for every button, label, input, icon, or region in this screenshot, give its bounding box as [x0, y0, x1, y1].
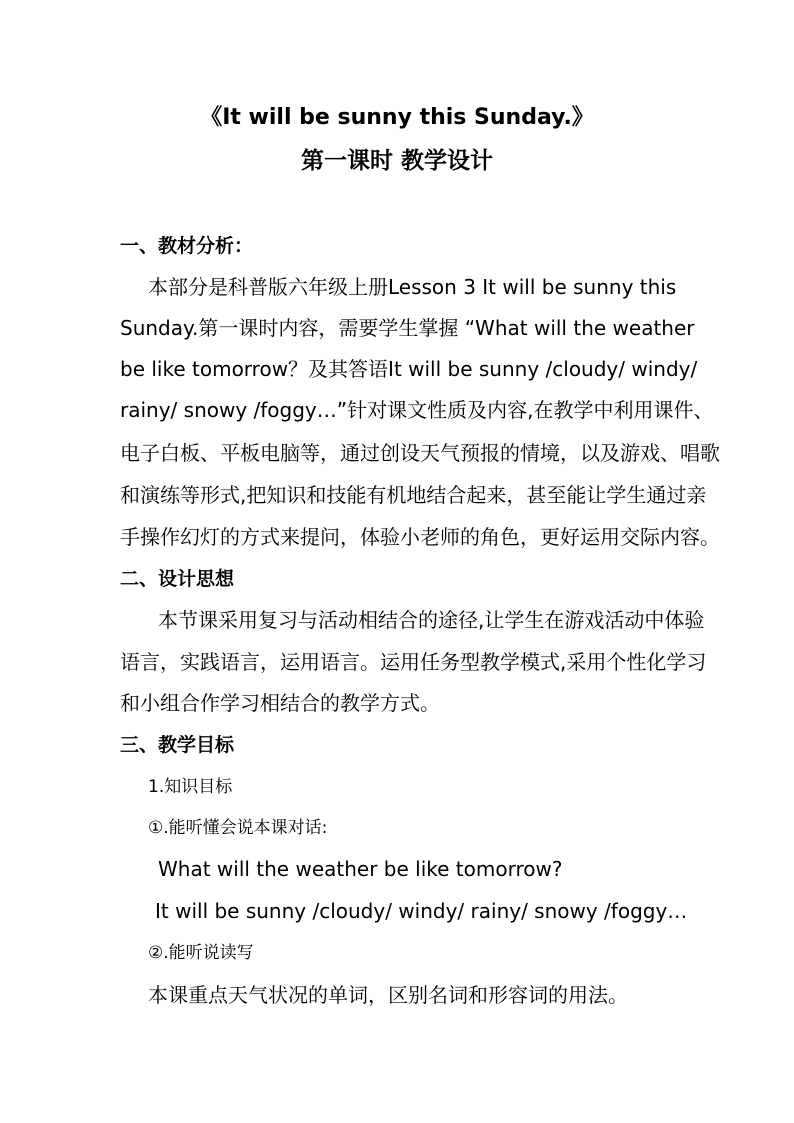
analysis-line-4: rainy/ snowy /foggy…”针对课文性质及内容,在教学中利用课件、 — [120, 398, 714, 422]
section-heading-design: 二、设计思想 — [120, 568, 235, 590]
design-line-3: 和小组合作学习相结合的教学方式。 — [120, 691, 440, 715]
analysis-line-6: 和演练等形式,把知识和技能有机地结合起来，甚至能让学生通过亲 — [120, 483, 707, 507]
objective-vocabulary: 本课重点天气状况的单词，区别名词和形容词的用法。 — [148, 983, 628, 1007]
dialog-answer: It will be sunny /cloudy/ windy/ rainy/ snowy /foggy… — [155, 899, 688, 923]
section-heading-analysis: 一、教材分析： — [120, 235, 254, 257]
analysis-line-3: be like tomorrow？及其答语It will be sunny /cloudy/ windy/ — [120, 357, 698, 381]
design-line-2: 语言，实践语言，运用语言。运用任务型教学模式,采用个性化学习 — [120, 650, 707, 674]
analysis-line-2: Sunday.第一课时内容，需要学生掌握 “What will the weather — [120, 316, 695, 340]
dialog-question: What will the weather be like tomorrow? — [158, 857, 563, 881]
document-subtitle: 第一课时 教学设计 — [300, 148, 493, 174]
objective-sub-1: ①.能听懂会说本课对话: — [148, 818, 328, 838]
design-line-1: 本节课采用复习与活动相结合的途径,让学生在游戏活动中体验 — [158, 608, 705, 632]
analysis-line-7: 手操作幻灯的方式来提问，体验小老师的角色，更好运用交际内容。 — [120, 525, 720, 549]
analysis-line-5: 电子白板、平板电脑等，通过创设天气预报的情境，以及游戏、唱歌 — [120, 441, 720, 465]
analysis-line-1: 本部分是科普版六年级上册Lesson 3 It will be sunny this — [148, 275, 677, 299]
objective-sub-2: ②.能听说读写 — [148, 943, 254, 963]
document-title: 《It will be sunny this Sunday.》 — [200, 105, 594, 130]
objective-knowledge: 1.知识目标 — [148, 777, 233, 797]
section-heading-objectives: 三、教学目标 — [120, 734, 235, 756]
